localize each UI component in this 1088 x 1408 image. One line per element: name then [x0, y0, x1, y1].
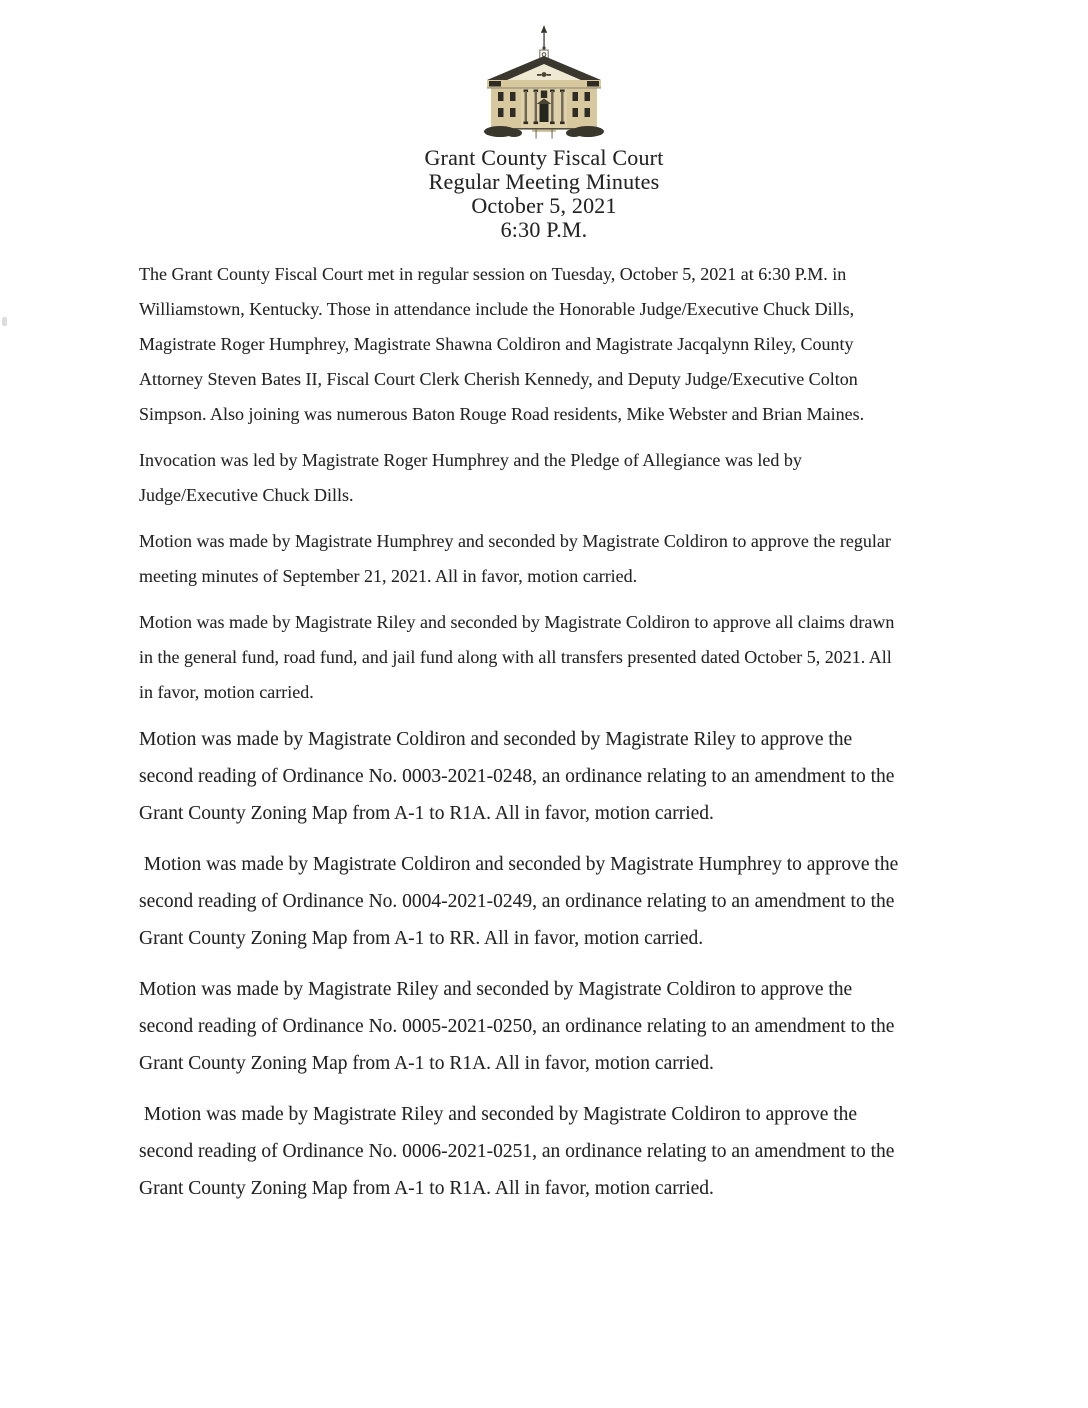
text-line: Williamstown, Kentucky. Those in attendance include the Honorable Judge/Executive Chuck Dills,	[139, 299, 855, 319]
paragraph-claims-approval	[139, 605, 979, 710]
text-line: Motion was made by Magistrate Riley and seconded by Magistrate Coldiron to approve all claims drawn	[139, 612, 895, 632]
text-line: Grant County Zoning Map from A-1 to R1A. All in favor, motion carried.	[139, 803, 714, 824]
text-line: Motion was made by Magistrate Riley and seconded by Magistrate Coldiron to approve the	[139, 1104, 858, 1125]
text-line: Judge/Executive Chuck Dills.	[139, 485, 354, 505]
paragraph-ordinance-0250	[139, 971, 979, 1082]
text-line: Motion was made by Magistrate Coldiron and seconded by Magistrate Riley to approve the	[139, 729, 853, 750]
text-line: Motion was made by Magistrate Riley and seconded by Magistrate Coldiron to approve the	[139, 979, 853, 1000]
text-line: Invocation was led by Magistrate Roger Humphrey and the Pledge of Allegiance was led by	[139, 450, 802, 470]
text-line: Motion was made by Magistrate Humphrey and seconded by Magistrate Coldiron to approve the regular	[139, 531, 891, 551]
paragraph-ordinance-0249	[139, 846, 979, 957]
text-line: The Grant County Fiscal Court met in regular session on Tuesday, October 5, 2021 at 6:30 P.M. in	[139, 264, 847, 284]
text-line: second reading of Ordinance No. 0006-2021-0251, an ordinance relating to an amendment to the	[139, 1141, 895, 1162]
text-line: in the general fund, road fund, and jail fund along with all transfers presented dated October 5, 2021. All	[139, 647, 892, 667]
meeting-date: October 5, 2021	[471, 193, 617, 218]
text-line: Grant County Zoning Map from A-1 to R1A. All in favor, motion carried.	[139, 1178, 714, 1199]
text-line: meeting minutes of September 21, 2021. All in favor, motion carried.	[139, 566, 638, 586]
paragraph-minutes-approval	[139, 524, 979, 594]
doc-type: Regular Meeting Minutes	[428, 169, 660, 194]
text-line: second reading of Ordinance No. 0005-2021-0250, an ordinance relating to an amendment to the	[139, 1016, 895, 1037]
org-name: Grant County Fiscal Court	[424, 145, 664, 170]
text-line: in favor, motion carried.	[139, 682, 314, 702]
text-line: Magistrate Roger Humphrey, Magistrate Shawna Coldiron and Magistrate Jacqalynn Riley, County	[139, 334, 854, 354]
text-line: Attorney Steven Bates II, Fiscal Court Clerk Cherish Kennedy, and Deputy Judge/Executive Colton	[139, 369, 858, 389]
document-header	[0, 24, 1088, 242]
paragraph-ordinance-0251	[139, 1096, 979, 1207]
text-line: Grant County Zoning Map from A-1 to R1A. All in favor, motion carried.	[139, 1053, 714, 1074]
paragraph-ordinance-0248	[139, 721, 979, 832]
text-line: second reading of Ordinance No. 0003-2021-0248, an ordinance relating to an amendment to the	[139, 766, 895, 787]
minutes-body	[139, 257, 979, 1221]
courthouse-building-icon	[479, 24, 609, 142]
paragraph-attendance	[139, 257, 979, 432]
scan-artifact	[2, 317, 7, 326]
text-line: Simpson. Also joining was numerous Baton Rouge Road residents, Mike Webster and Brian Maines.	[139, 404, 865, 424]
text-line: second reading of Ordinance No. 0004-2021-0249, an ordinance relating to an amendment to the	[139, 891, 895, 912]
text-line: Grant County Zoning Map from A-1 to RR. All in favor, motion carried.	[139, 928, 704, 949]
text-line: Motion was made by Magistrate Coldiron and seconded by Magistrate Humphrey to approve the	[139, 854, 899, 875]
paragraph-invocation	[139, 443, 979, 513]
meeting-time: 6:30 P.M.	[500, 217, 588, 242]
title-block	[0, 146, 1088, 242]
